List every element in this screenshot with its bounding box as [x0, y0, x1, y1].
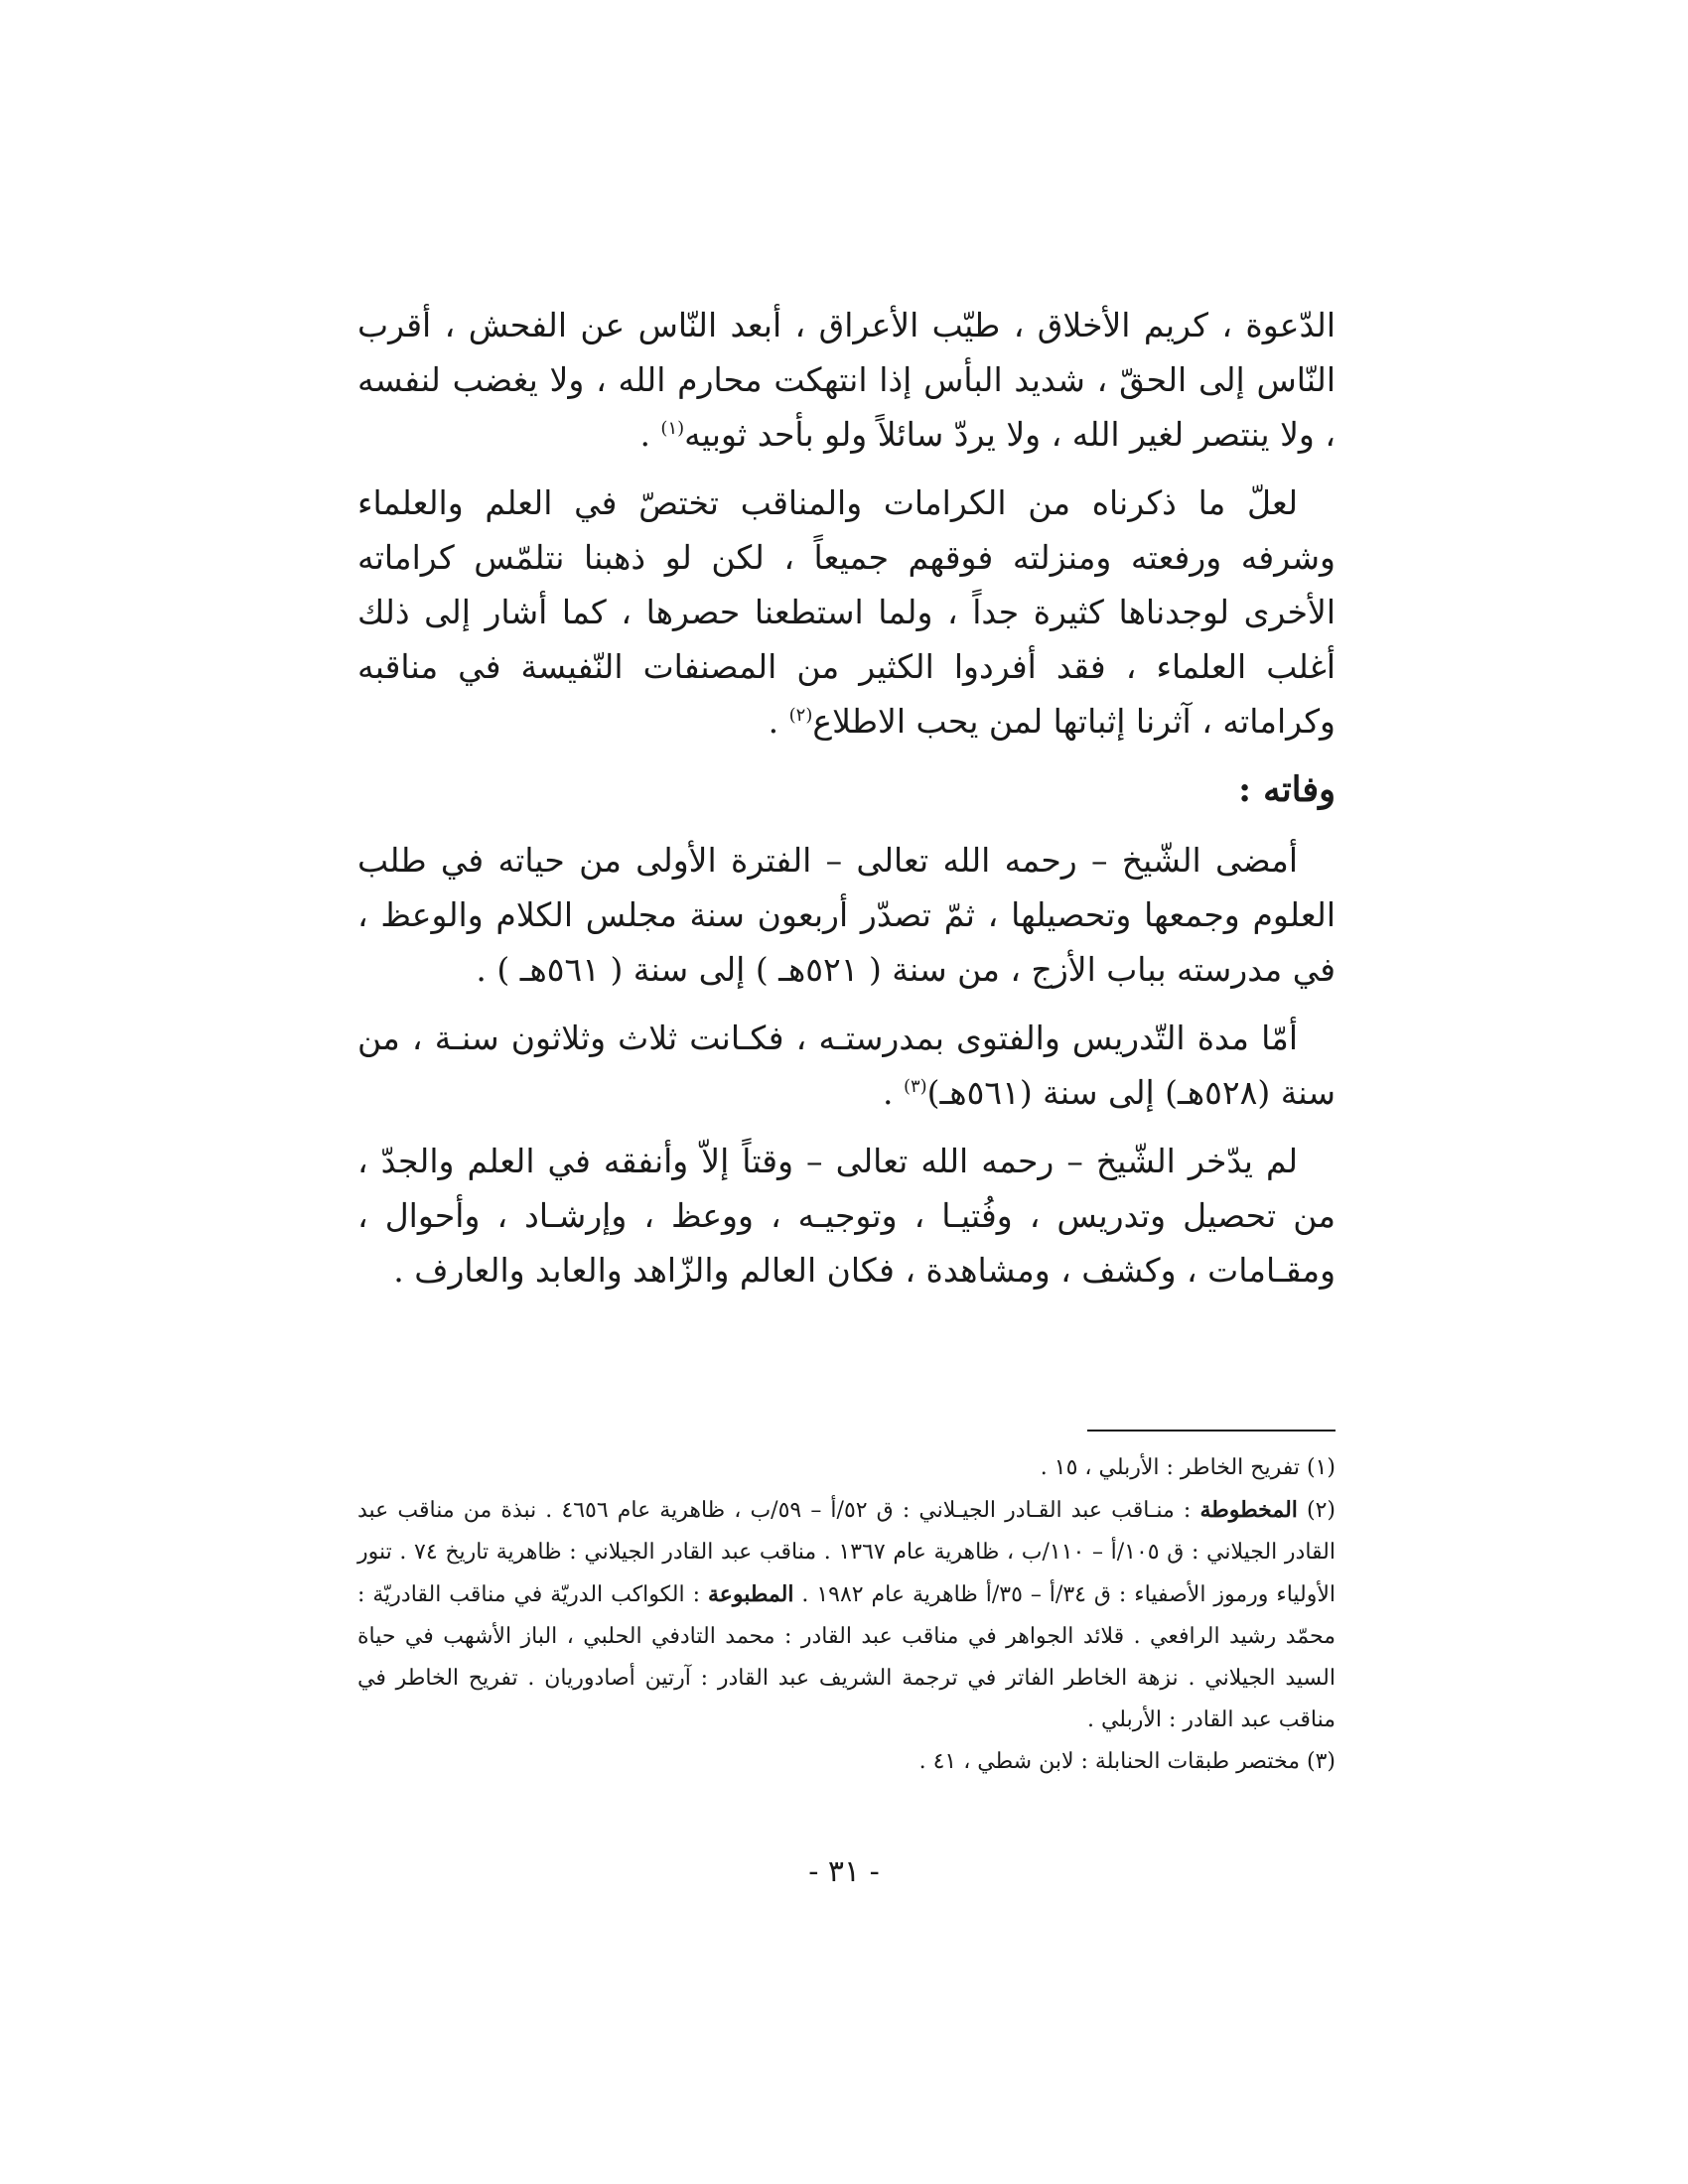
- footnote-2-printed-label: المطبوعة: [707, 1581, 794, 1607]
- paragraph-2-text: لعلّ ما ذكرناه من الكرامات والمناقب تختصّ في العلم والعلماء وشرفه ورفعته ومنزلته فوقهم جميعاً ، لكن لو ذهبنا نتلمّس كراماته الأخرى لوجدناها كثيرة جداً ، ولما استطعنا حصرها ، كما أشار إلى ذلك أغلب العلماء ، فقد أفردوا الكثير من المصنفات النّفيسة في مناقبه وكراماته ، آثرنا إثباتها لمن يحب الاطلاع: [357, 483, 1336, 741]
- paragraph-2: [357, 476, 1336, 749]
- footnote-2: [357, 1489, 1336, 1741]
- paragraph-1-end: .: [639, 415, 661, 454]
- paragraph-4-end: .: [882, 1073, 904, 1112]
- paragraph-2-end: .: [768, 702, 789, 741]
- footnote-3: (٣) مختصر طبقات الحنابلة : لابن شطي ، ٤١ .: [918, 1749, 1336, 1774]
- paragraph-4-text: أمّا مدة التّدريس والفتوى بمدرستـه ، فكـانت ثلاث وثلاثون سنـة ، من سنة (٥٢٨هـ) إلى سنة (٥٦١هـ): [357, 1019, 1336, 1112]
- footnotes: [357, 1447, 1336, 1783]
- footnote-2-manuscript-label: المخطوطة: [1199, 1497, 1298, 1523]
- footnote-ref-3: (٣): [903, 1076, 927, 1097]
- footnote-2-number: (٢): [1297, 1498, 1336, 1523]
- paragraph-1: [357, 298, 1336, 462]
- paragraph-4: [357, 1011, 1336, 1120]
- paragraph-1-text: الدّعوة ، كريم الأخلاق ، طيّب الأعراق ، أبعد النّاس عن الفحش ، أقرب النّاس إلى الحقّ ، شديد البأس إذا انتهكت محارم الله ، ولا يغضب لنفسه ، ولا ينتصر لغير الله ، ولا يردّ سائلاً ولو بأحد ثوبيه: [357, 306, 1336, 454]
- paragraph-3: أمضى الشّيخ – رحمه الله تعالى – الفترة الأولى من حياته في طلب العلوم وجمعها وتحصيلها ، ثمّ تصدّر أربعون سنة مجلس الكلام والوعظ ، في مدرسته بباب الأزج ، من سنة ( ٥٢١هـ ) إلى سنة ( ٥٦١هـ ) .: [357, 841, 1336, 989]
- paragraph-5: لم يدّخر الشّيخ – رحمه الله تعالى – وقتاً إلاّ وأنفقه في العلم والجدّ ، من تحصيل وتدريس ، وفُتيـا ، وتوجيـه ، ووعظ ، وإرشـاد ، وأحوال ، ومقـامات ، وكشف ، ومشاهدة ، فكان العالم والزّاهد والعابد والعارف .: [357, 1142, 1336, 1290]
- footnote-1: (١) تفريح الخاطر : الأربلي ، ١٥ .: [1040, 1455, 1336, 1480]
- section-heading-death: وفاته :: [1238, 769, 1336, 810]
- footnote-ref-2: (٢): [788, 705, 813, 726]
- footnote-2-printed: : الكواكب الدريّة في مناقب القادريّة : محمّد رشيد الرافعي . قلائد الجواهر في مناقب عبد القادر : محمد التادفي الحلبي ، الباز الأشهب في حياة السيد الجيلاني . نزهة الخاطر الفاتر في ترجمة الشريف عبد القادر : آرتين أصادوريان . تفريح الخاطر في مناقب عبد القادر : الأربلي .: [357, 1582, 1336, 1732]
- page-number: - ٣١ -: [808, 1854, 880, 1889]
- footnote-ref-1: (١): [660, 418, 685, 439]
- footnote-2-manuscripts: : منـاقب عبد القـادر الجيـلاني : ق ٥٢/أ – ٥٩/ب ، ظاهرية عام ٤٦٥٦ . نبذة من مناقب عبد القادر الجيلاني : ق ١٠٥/أ – ١١٠/ب ، ظاهرية عام ١٣٦٧ . مناقب عبد القادر الجيلاني : ظاهرية تاريخ ٧٤ . تنور الأولياء ورموز الأصفياء : ق ٣٤/أ – ٣٥/أ ظاهرية عام ١٩٨٢ .: [357, 1498, 1336, 1607]
- footnote-separator: [1087, 1430, 1336, 1432]
- main-text-body: [357, 298, 1336, 1311]
